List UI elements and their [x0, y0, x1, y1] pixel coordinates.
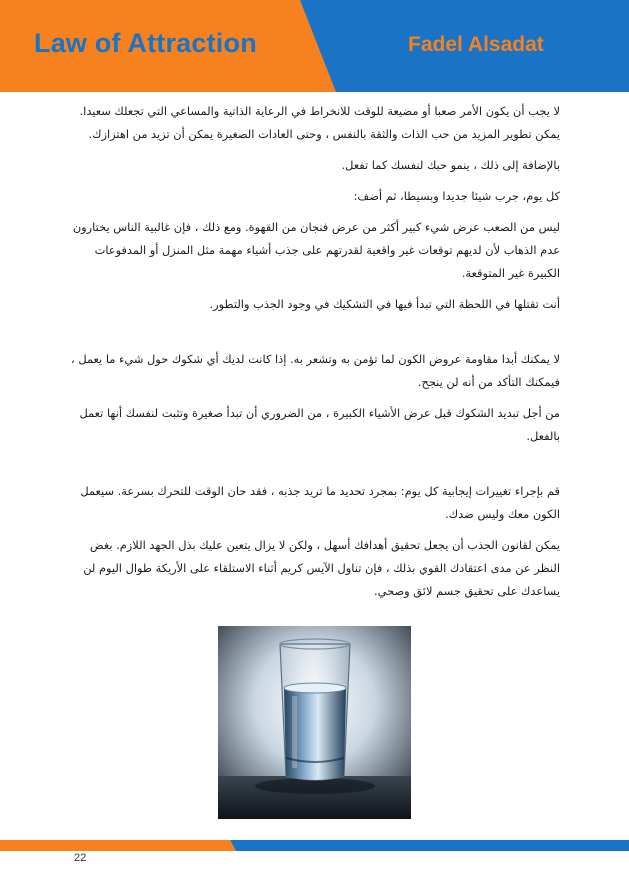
paragraph: قم بإجراء تغييرات إيجابية كل يوم: بمجرد تحديد ما تريد جذبه ، فقد حان الوقت للتحرك بسرعة. سيعمل الكون معك وليس ضدك.	[80, 484, 560, 521]
author-name: Fadel Alsadat	[408, 33, 544, 56]
glass-of-water-icon	[218, 626, 411, 819]
paragraph: من أجل تبديد الشكوك قبل عرض الأشياء الكبيرة ، من الضروري أن تبدأ صغيرة وتثبت لنفسك أنها تعمل بالفعل.	[79, 406, 560, 443]
glass-of-water-photo	[218, 626, 411, 819]
paragraph: كل يوم، جرب شيئا جديدا وبسيطا، ثم أضف:	[353, 189, 560, 203]
footer-banner	[0, 840, 629, 879]
paragraph: ليس من الصعب عرض شيء كبير أكثر من عرض فنجان من القهوة. ومع ذلك ، فإن غالبية الناس يختارون عدم الذهاب لأن لديهم توقعات غير واقعية لقدرتهم على جذب أشياء مهمة مثل المنزل أو المدفوعات الكبيرة غير المتوقعة.	[72, 220, 560, 280]
paragraph: لا يمكنك أبدا مقاومة عروض الكون لما تؤمن به وتشعر به. إذا كانت لديك أي شكوك حول شيء ما يعمل ، فيمكنك التأكد من أنه لن ينجح.	[71, 352, 560, 389]
page-number: 22	[74, 852, 87, 864]
paragraph: بالإضافة إلى ذلك ، ينمو حبك لنفسك كما تفعل.	[341, 158, 560, 172]
article-body	[70, 100, 560, 611]
page-header	[0, 0, 629, 92]
paragraph: يمكن لقانون الجذب أن يجعل تحقيق أهدافك أسهل ، ولكن لا يزال يتعين عليك بذل الجهد اللازم. بغض النظر عن مدى اعتقادك القوي بذلك ، فإن تناول الآيس كريم أثناء الاستلقاء على الأريكة طوال اليوم لن يساعدك على تحقيق جسم لائق وصحي.	[83, 538, 560, 598]
footer-orange-stripe	[0, 840, 236, 851]
paragraph: لا يجب أن يكون الأمر صعبا أو مضيعة للوقت للانخراط في الرعاية الذاتية والمساعي التي تجعلك سعيدا. يمكن تطوير المزيد من حب الذات والثقة بالنفس ، وحتى العادات الصغيرة يمكن أن تزيد من اهتزازك.	[79, 104, 560, 141]
footer-blue-stripe	[230, 840, 629, 851]
document-title: Law of Attraction	[34, 28, 257, 58]
page-footer	[0, 840, 629, 879]
paragraph: أنت تقتلها في اللحظة التي تبدأ فيها في التشكيك في وجود الجذب والتطور.	[209, 297, 560, 311]
